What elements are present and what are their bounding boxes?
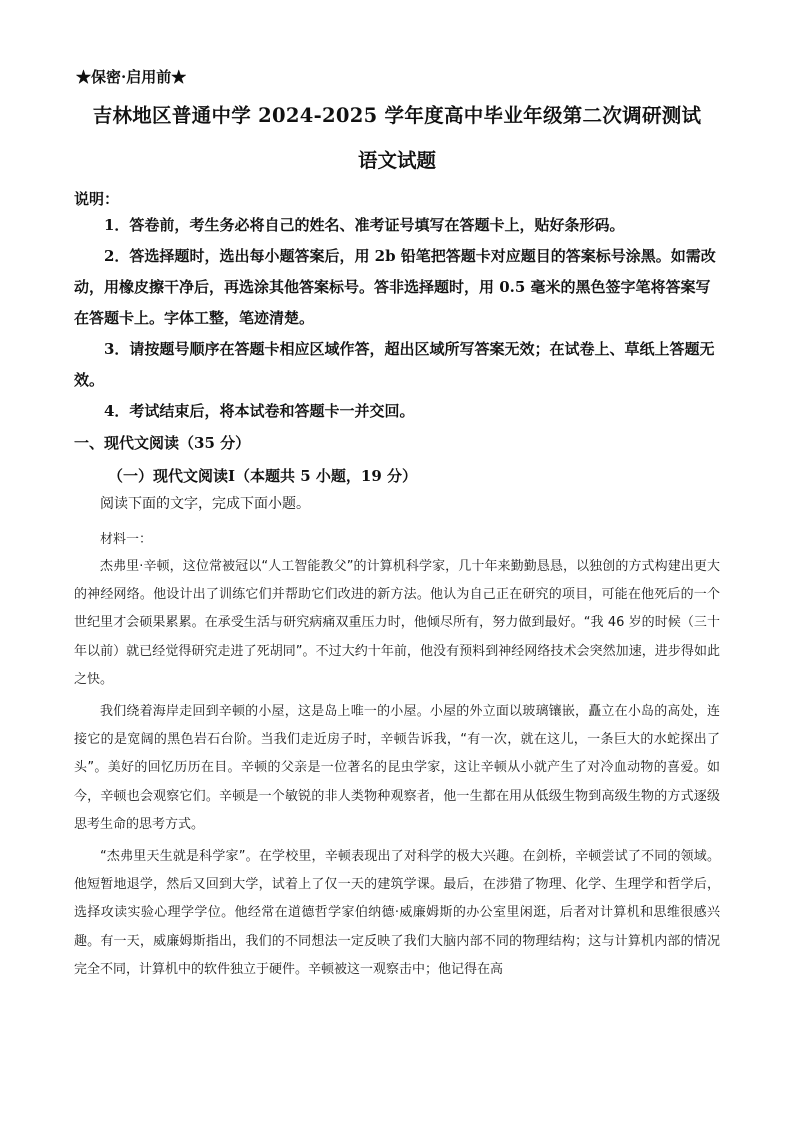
- instruction-item: 4．考试结束后，将本试卷和答题卡一并交回。: [104, 402, 415, 420]
- subsection-title: （一）现代文阅读Ⅰ（本题共 5 小题，19 分）: [108, 467, 417, 485]
- subject-title: 语文试题: [357, 149, 436, 172]
- passage-paragraph: 杰弗里·辛顿，这位常被冠以“人工智能教父”的计算机科学家，几十年来勤勤恳恳，以独创的方式构建出更大的神经网络。他设计出了训练它们并帮助它们改进的新方法。他认为自己正在研究的项目，可能在他死后的一个世纪里才会硕果累累。在承受生活与研究病痛双重压力时，他倾尽所有，努力做到最好。“我 46 岁的时候（三十年以前）就已经觉得研究走进了死胡同”。不过大约十年前，他没有预料到神经网络技术会突然加速，进步得如此之快。: [74, 559, 720, 687]
- reading-passage: [74, 553, 720, 988]
- passage-paragraph: “杰弗里天生就是科学家”。在学校里，辛顿表现出了对科学的极大兴趣。在剑桥，辛顿尝试了不同的领域。他短暂地退学，然后又回到大学，试着上了仅一天的建筑学课。最后，在涉猎了物理、化学、生理学和哲学后，选择攻读实验心理学学位。他经常在道德哲学家伯纳德·威廉姆斯的办公室里闲逛，后者对计算机和思维很感兴趣。有一天，威廉姆斯指出，我们的不同想法一定反映了我们大脑内部不同的物理结构；这与计算机内部的情况完全不同，计算机中的软件独立于硬件。辛顿被这一观察击中；他记得在高: [74, 849, 720, 977]
- instruction-item: 1．答卷前，考生务必将自己的姓名、准考证号填写在答题卡上，贴好条形码。: [104, 216, 625, 234]
- passage-paragraph: 我们绕着海岸走回到辛顿的小屋，这是岛上唯一的小屋。小屋的外立面以玻璃镶嵌，矗立在小岛的高处，连接它的是宽阔的黑色岩石台阶。当我们走近房子时，辛顿告诉我，“有一次，就在这儿，一条巨大的水蛇探出了头”。美好的回忆历历在目。辛顿的父亲是一位著名的昆虫学家，这让辛顿从小就产生了对冷血动物的喜爱。如今，辛顿也会观察它们。辛顿是一个敏锐的非人类物种观察者，他一生都在用从低级生物到高级生物的方式逐级思考生命的思考方式。: [74, 704, 720, 832]
- instructions-heading: 说明：: [74, 190, 120, 208]
- instruction-item: 3．请按题号顺序在答题卡相应区域作答，超出区域所写答案无效；在试卷上、草纸上答题无效。: [74, 340, 715, 389]
- confidential-mark: ★保密·启用前★: [76, 68, 187, 86]
- instructions-list: [74, 210, 720, 427]
- reading-prompt: 阅读下面的文字，完成下面小题。: [100, 496, 310, 512]
- section-title: 一、现代文阅读（35 分）: [74, 434, 251, 452]
- exam-title: 吉林地区普通中学 2024-2025 学年度高中毕业年级第二次调研测试: [92, 104, 702, 127]
- instruction-item: 2．答选择题时，选出每小题答案后，用 2b 铅笔把答题卡对应题目的答案标号涂黑。如需改动，用橡皮擦干净后，再选涂其他答案标号。答非选择题时，用 0.5 毫米的黑色签字笔将答案写在答题卡上。字体工整，笔迹清楚。: [74, 247, 716, 327]
- material-label: 材料一：: [100, 532, 153, 547]
